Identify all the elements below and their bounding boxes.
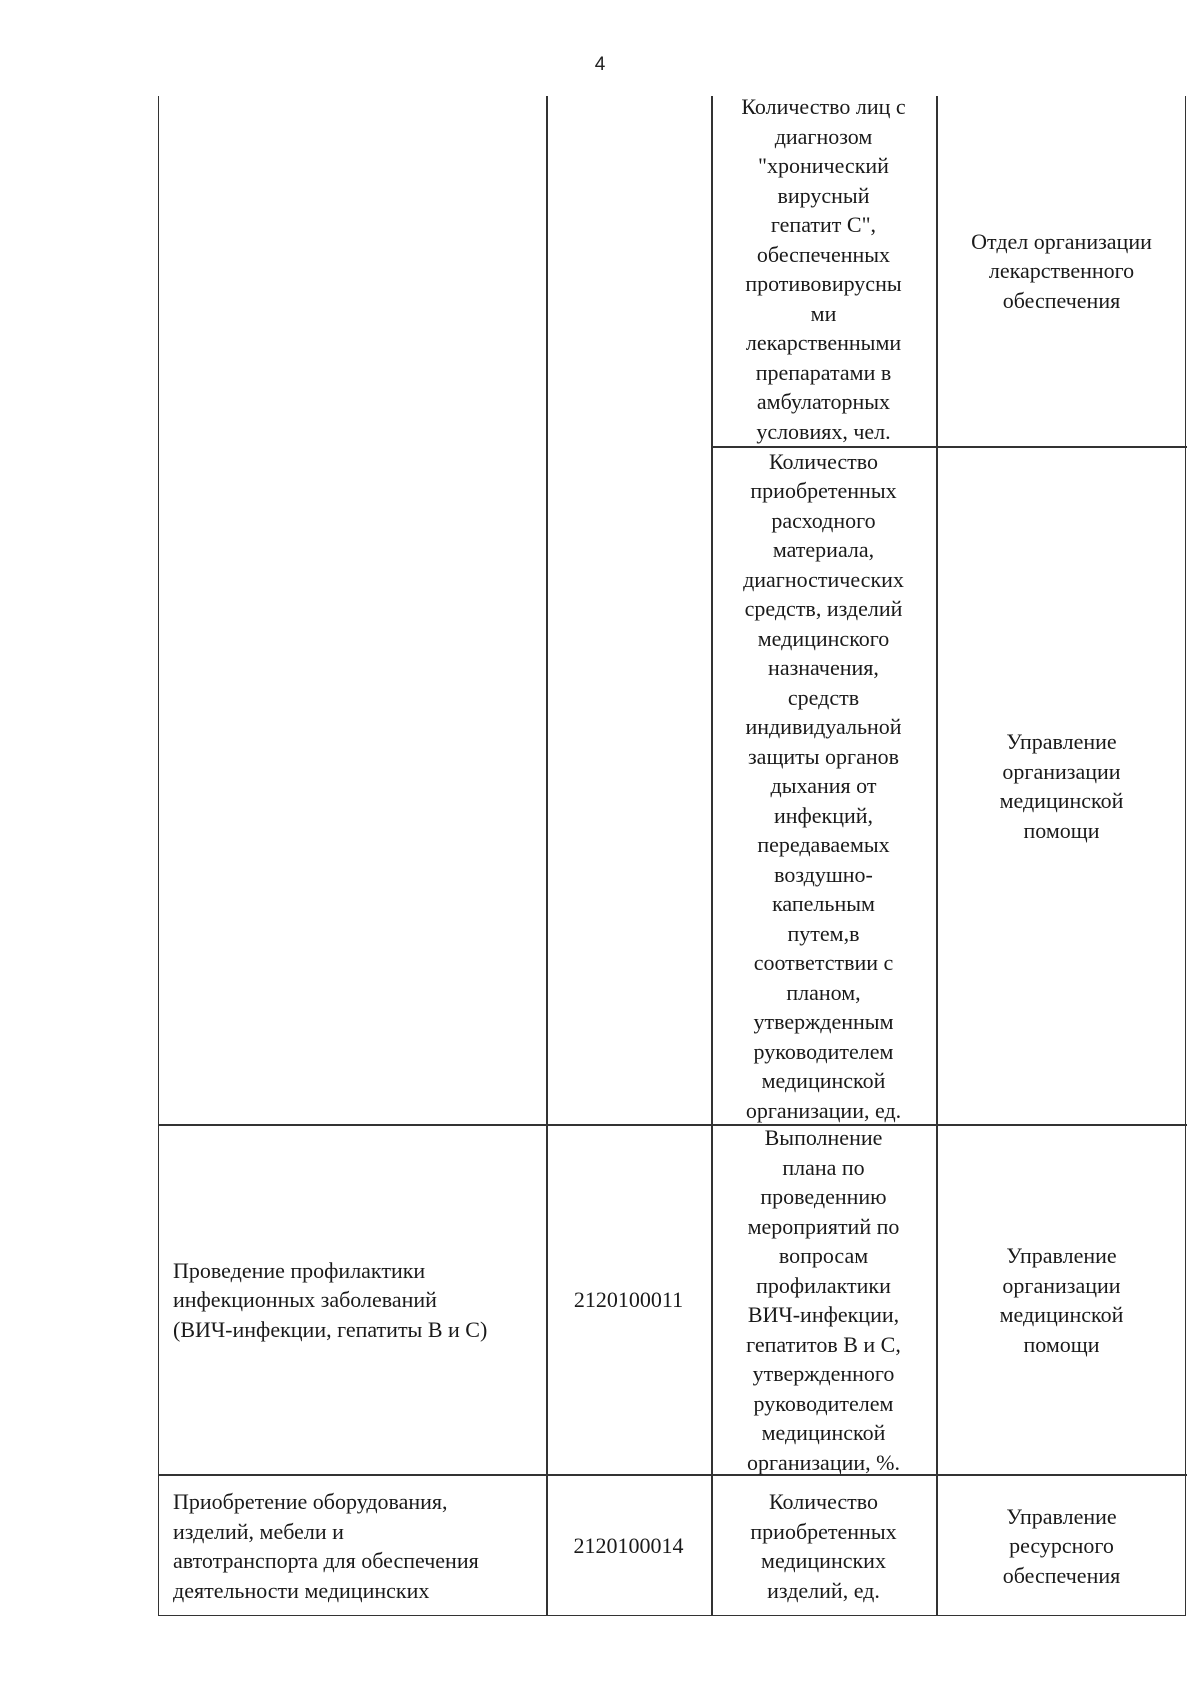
table-cell-indicator: Количество приобретенных расходного материала, диагностических средств, изделий медицинского назначения, средств индивидуальной защиты органов дыхания от инфекций, передаваемых воздушно- капельным путем,в соответствии с планом, утвержденным руководителем медицинской организации, ед. — [743, 448, 904, 1123]
table-cell-code — [546, 96, 711, 1124]
table-cell-name: Приобретение оборудования, изделий, мебели и автотранспорта для обеспечения деятельности медицинских — [173, 1489, 479, 1603]
table-cell-indicator: Количество приобретенных медицинских изделий, ед. — [750, 1489, 897, 1603]
table-cell-responsible: Управление организации медицинской помощи — [999, 729, 1124, 843]
table-cell-responsible: Управление организации медицинской помощи — [999, 1243, 1124, 1357]
page-number: 4 — [594, 54, 606, 75]
table-cell-code: 2120100014 — [573, 1533, 684, 1559]
table-cell-indicator: Выполнение плана по проведеннию мероприятий по вопросам профилактики ВИЧ-инфекции, гепатитов В и С, утвержденного руководителем медицинской организации, %. — [746, 1125, 901, 1475]
table-cell-name: Проведение профилактики инфекционных заболеваний (ВИЧ-инфекции, гепатиты В и С) — [173, 1257, 488, 1342]
table-cell-responsible: Управление ресурсного обеспечения — [1002, 1503, 1121, 1588]
table-cell-name — [159, 96, 546, 1124]
table-cell-indicator: Количество лиц с диагнозом "хронический вирусный гепатит С", обеспеченных противовирусны ми лекарственными препаратами в амбулаторных условиях, чел. — [741, 94, 906, 444]
program-table — [158, 96, 1186, 1616]
table-cell-responsible: Отдел организации лекарственного обеспечения — [971, 228, 1152, 313]
table-cell-code: 2120100011 — [573, 1287, 684, 1313]
